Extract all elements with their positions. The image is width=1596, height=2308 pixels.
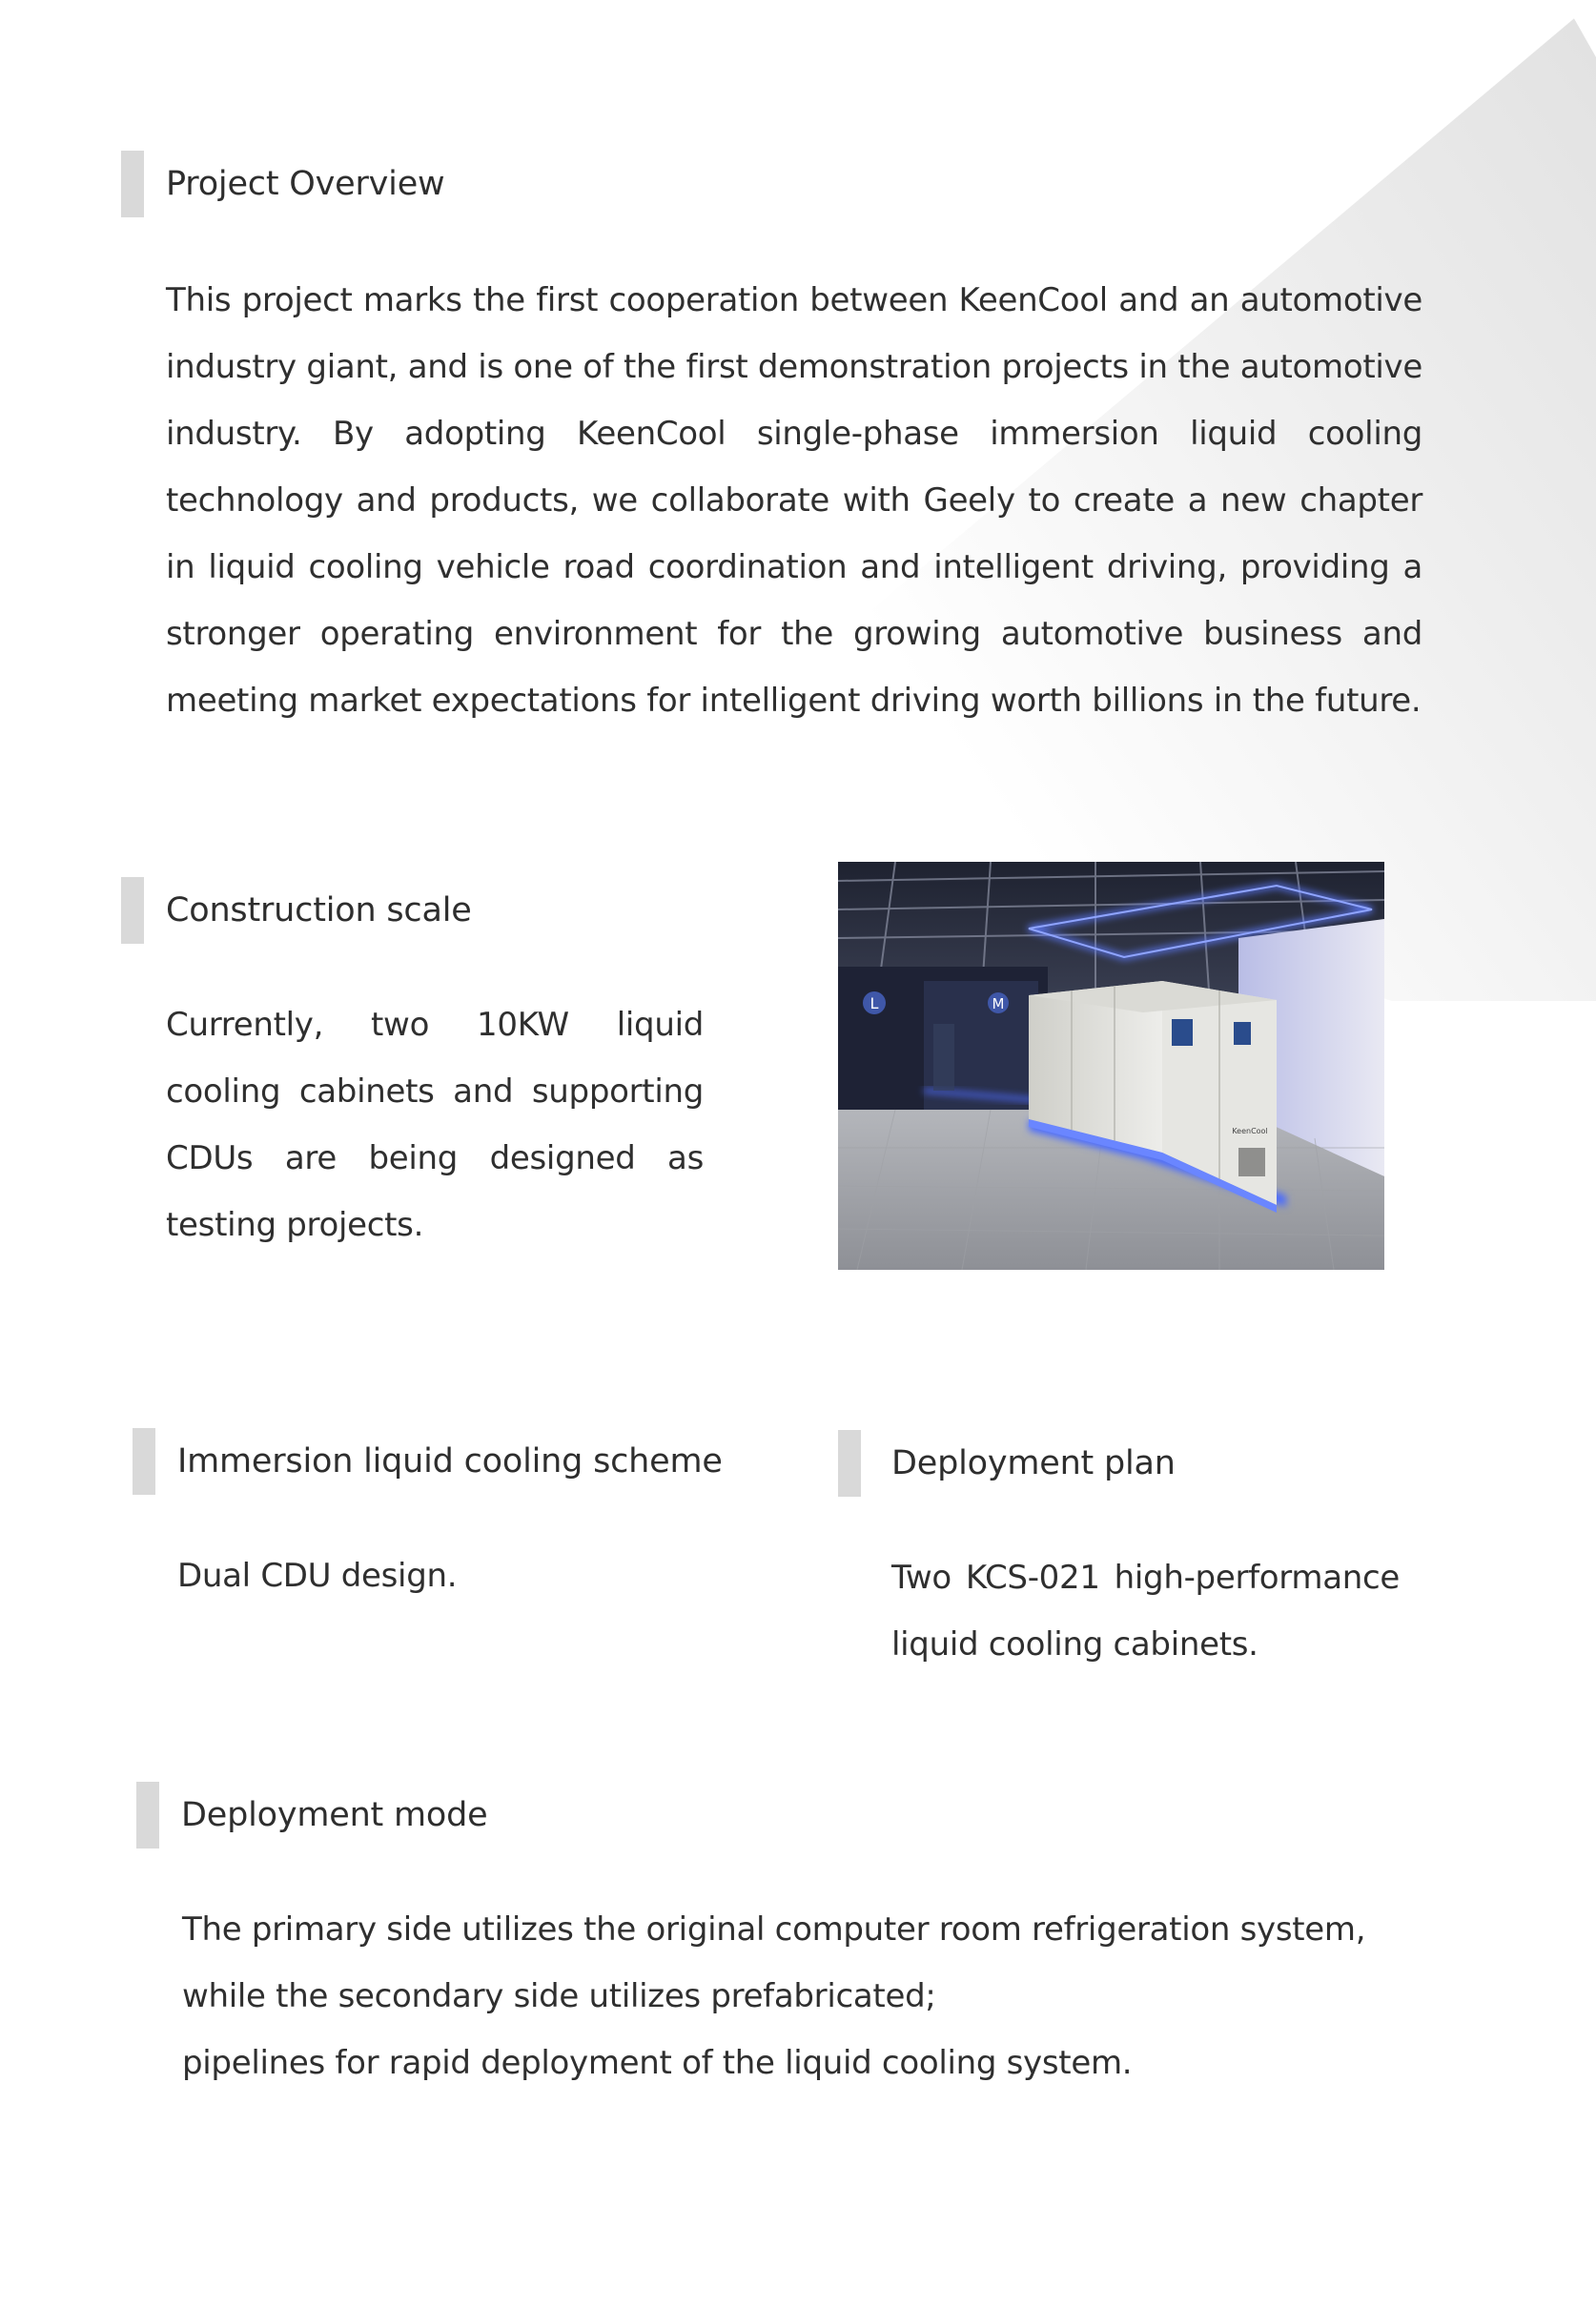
heading-text: Immersion liquid cooling scheme: [177, 1442, 723, 1481]
heading-accent-bar: [133, 1428, 155, 1495]
section-heading: [838, 1441, 1429, 1485]
mode-line-1: The primary side utilizes the original computer room refrigeration system, while the secondary side utilizes prefabricated;: [182, 1910, 1366, 2015]
mode-line-2: pipelines for rapid deployment of the liquid cooling system.: [182, 2044, 1133, 2082]
overview-paragraph: This project marks the first cooperation between KeenCool and an automotive industry giant, and is one of the first demonstration projects in the automotive industry. By adopting KeenCool single-phase immersion liquid cooling technology and products, we collaborate with Geely to create a new chapter in liquid cooling vehicle road coordination and intelligent driving, providing a stronger operating environment for the growing automotive business and meeting market expectations for intelligent driving worth billions in the future.: [166, 281, 1422, 720]
heading-accent-bar: [121, 151, 144, 217]
plan-paragraph: Two KCS-021 high-performance liquid cooling cabinets.: [891, 1559, 1400, 1664]
heading-text: Project Overview: [166, 165, 445, 203]
section-heading: [121, 162, 1422, 206]
heading-text: Deployment plan: [891, 1444, 1176, 1482]
cabinet-brand-label: KeenCool: [1232, 1127, 1268, 1135]
sign-right: M: [992, 995, 1005, 1012]
mode-paragraph: [182, 1896, 1422, 2096]
heading-accent-bar: [121, 877, 144, 944]
sign-left: L: [870, 994, 879, 1012]
heading-accent-bar: [838, 1430, 861, 1497]
heading-text: Deployment mode: [181, 1796, 488, 1834]
heading-accent-bar: [136, 1782, 159, 1848]
cooling-cabinet-photo: [838, 862, 1384, 1270]
photo-illustration: [838, 862, 1384, 1270]
section-heading: [121, 888, 788, 932]
section-deployment-mode: [136, 1793, 1433, 2096]
section-immersion-scheme: [133, 1440, 800, 1609]
scale-paragraph: Currently, two 10KW liquid cooling cabinets and supporting CDUs are being designed as testing projects.: [166, 1006, 704, 1244]
section-deployment-plan: [838, 1441, 1429, 1678]
section-heading: [133, 1440, 800, 1483]
section-project-overview: [121, 162, 1422, 734]
section-construction-scale: [121, 888, 788, 1258]
immersion-paragraph: Dual CDU design.: [177, 1557, 458, 1595]
section-heading: [136, 1793, 1433, 1837]
heading-text: Construction scale: [166, 891, 472, 929]
